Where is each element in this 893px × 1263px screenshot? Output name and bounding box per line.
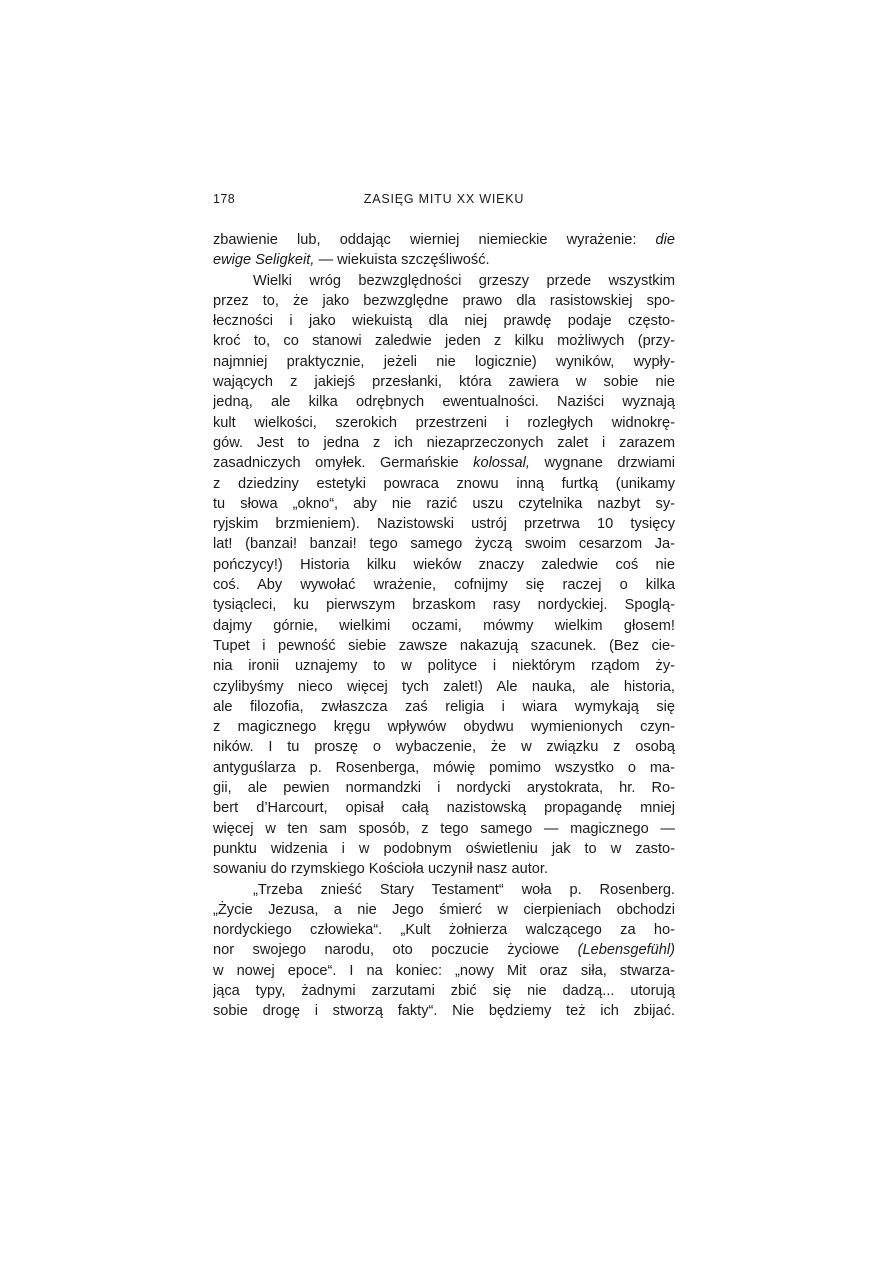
text-run: jąca typy, żadnymi zarzutami zbić się nie dadzą... utorują <box>213 982 675 999</box>
text-run: pończycy!) Historia kilku wieków znaczy zaledwie coś nie <box>213 556 675 573</box>
text-run: nordyckiego człowieka“. „Kult żołnierza walczącego za ho- <box>213 922 675 939</box>
running-header <box>213 188 675 210</box>
text-line <box>213 250 675 270</box>
text-run: ników. I tu proszę o wybaczenie, że w związku z osobą <box>213 739 675 756</box>
text-line <box>213 758 675 778</box>
body-text <box>213 230 675 1022</box>
text-run: przez to, że jako bezwzględne prawo dla rasistowskiej spo- <box>213 292 675 309</box>
text-line <box>213 880 675 900</box>
text-line <box>213 656 675 676</box>
text-line <box>213 677 675 697</box>
text-line <box>213 433 675 453</box>
text-run: Wielki wróg bezwzględności grzeszy przede wszystkim <box>253 272 675 289</box>
italic-phrase: ewige Seligkeit, <box>213 252 315 269</box>
text-line <box>213 819 675 839</box>
text-run: wających z jakiejś przesłanki, która zawiera w sobie nie <box>213 374 675 391</box>
text-run: Tupet i pewność siebie zawsze nakazują szacunek. (Bez cie- <box>213 637 675 654</box>
text-line <box>213 372 675 392</box>
italic-phrase: (Lebensgefühl) <box>577 942 675 959</box>
text-run: lat! (banzai! banzai! tego samego życzą swoim cesarzom Ja- <box>213 536 675 553</box>
text-run: kroć to, co stanowi zaledwie jeden z kilku możliwych (przy- <box>213 333 675 350</box>
text-run: sowaniu do rzymskiego Kościoła uczynił nasz autor. <box>213 861 549 878</box>
text-run: punktu widzenia i w podobnym oświetleniu jak to w zasto- <box>213 840 675 857</box>
text-line <box>213 859 675 879</box>
text-line <box>213 494 675 514</box>
text-run: sobie drogę i stworzą fakty“. Nie będziemy też ich zbijać. <box>213 1003 675 1020</box>
text-run: nia ironii uznajemy to w polityce i niektórym rządom ży- <box>213 658 675 675</box>
text-line <box>213 311 675 331</box>
text-line <box>213 453 675 473</box>
text-line <box>213 595 675 615</box>
text-line <box>213 271 675 291</box>
text-run: „Trzeba znieść Stary Testament“ woła p. Rosenberg. <box>253 881 675 898</box>
text-run: z dziedziny estetyki powraca znowu inną furtką (unikamy <box>213 475 675 492</box>
text-line <box>213 474 675 494</box>
page-number: 178 <box>213 192 236 206</box>
text-run: antyguślarza p. Rosenberga, mówię pomimo wszystko o ma- <box>213 759 675 776</box>
text-line <box>213 392 675 412</box>
text-run: z magicznego kręgu wpływów obydwu wymienionych czyn- <box>213 719 675 736</box>
text-line <box>213 555 675 575</box>
text-run: w nowej epoce“. I na koniec: „nowy Mit oraz siła, stwarza- <box>213 962 675 979</box>
text-run: zasadniczych omyłek. Germańskie <box>213 455 474 472</box>
text-line <box>213 575 675 595</box>
text-line <box>213 961 675 981</box>
text-line <box>213 839 675 859</box>
text-line <box>213 1001 675 1021</box>
text-line <box>213 616 675 636</box>
italic-phrase: kolossal, <box>473 455 530 472</box>
text-run: wygnane drzwiami <box>529 455 675 472</box>
text-line <box>213 291 675 311</box>
text-run: ale filozofia, zwłaszcza zaś religia i wiara wymykają się <box>213 698 675 715</box>
text-line <box>213 900 675 920</box>
text-run: dajmy górnie, wielkimi oczami, mówmy wielkim głosem! <box>213 617 675 634</box>
text-run: ryjskim brzmieniem). Nazistowski ustrój przetrwa 10 tysięcy <box>213 516 675 533</box>
text-run: nor swojego narodu, oto poczucie życiowe <box>213 942 578 959</box>
text-line <box>213 352 675 372</box>
text-run: czylibyśmy nieco więcej tych zalet!) Ale nauka, ale historia, <box>213 678 675 695</box>
text-line <box>213 717 675 737</box>
text-line <box>213 920 675 940</box>
text-run: coś. Aby wywołać wrażenie, cofnijmy się raczej o kilka <box>213 577 675 594</box>
text-run: jedną, ale kilka odrębnych ewentualności. Naziści wyznają <box>213 394 675 411</box>
text-line <box>213 514 675 534</box>
text-line <box>213 230 675 250</box>
text-run: tysiącleci, ku pierwszym brzaskom rasy nordyckiej. Spoglą- <box>213 597 675 614</box>
text-line <box>213 798 675 818</box>
text-run: więcej w ten sam sposób, z tego samego — magicznego — <box>213 820 675 837</box>
text-run: tu słowa „okno“, aby nie razić uszu czytelnika nazbyt sy- <box>213 495 675 512</box>
text-run: kult wielkości, szerokich przestrzeni i rozległych widnokrę- <box>213 414 675 431</box>
text-line <box>213 778 675 798</box>
text-line <box>213 636 675 656</box>
text-run: — wiekuista szczęśliwość. <box>314 252 490 269</box>
text-run: najmniej praktycznie, jeżeli nie logicznie) wyników, wypły- <box>213 353 675 370</box>
running-title: ZASIĘG MITU XX WIEKU <box>363 192 525 206</box>
text-run: gii, ale pewien normandzki i nordycki arystokrata, hr. Ro- <box>213 780 675 797</box>
text-line <box>213 981 675 1001</box>
text-line <box>213 534 675 554</box>
text-line <box>213 413 675 433</box>
text-run: łeczności i jako wiekuistą dla niej prawdę podaje często- <box>213 313 675 330</box>
text-run: zbawienie lub, oddając wierniej niemieckie wyrażenie: <box>213 232 656 248</box>
text-line <box>213 940 675 960</box>
text-run: gów. Jest to jedna z ich niezaprzeczonych zalet i zarazem <box>213 434 675 451</box>
italic-phrase: die <box>655 232 675 248</box>
text-line <box>213 737 675 757</box>
text-line <box>213 697 675 717</box>
text-run: bert d’Harcourt, opisał całą nazistowską propagandę mniej <box>213 800 675 817</box>
text-run: „Życie Jezusa, a nie Jego śmierć w cierpieniach obchodzi <box>213 901 675 918</box>
text-line <box>213 331 675 351</box>
